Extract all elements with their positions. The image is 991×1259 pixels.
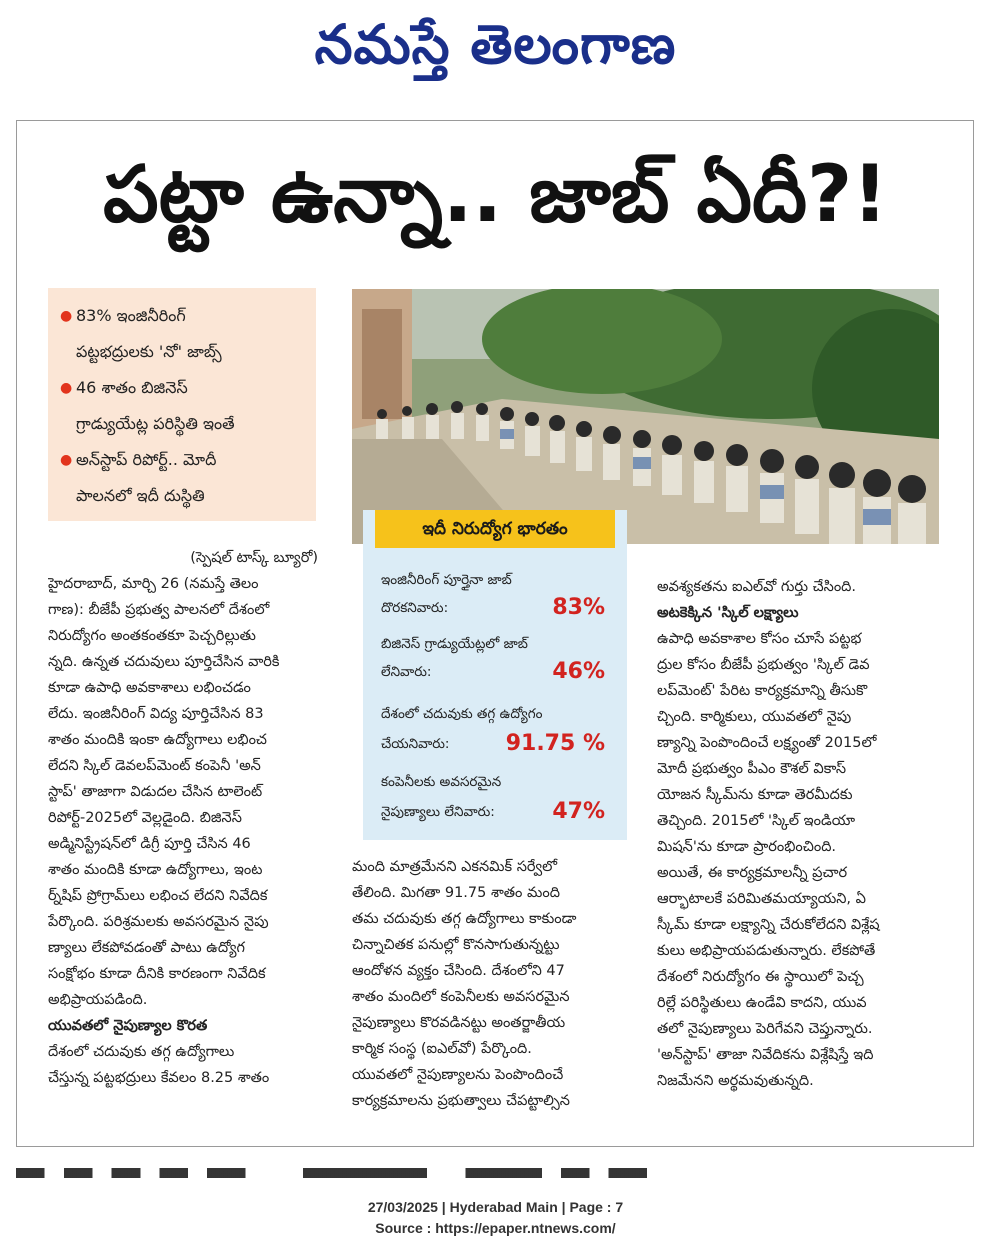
- body-line: మిషన్'ను కూడా ప్రారంభించింది.: [657, 839, 837, 855]
- stat-box-heading: ఇదీ నిరుద్యోగ భారతం: [375, 510, 615, 548]
- body-line: సంక్షోభం కూడా దీనికి కారణంగా నివేదిక: [48, 966, 266, 982]
- body-line: రిల్లే పరిస్థితులు ఉండేవి కాదని, యువ: [657, 995, 867, 1011]
- stat-label: చేయనివారు:: [381, 736, 450, 752]
- body-line: రిపోర్ట్-2025లో వెల్లడైంది. బిజినెస్: [48, 810, 242, 826]
- body-line: అవశ్యకతను ఐఎల్‌వో గుర్తు చేసింది.: [657, 579, 857, 595]
- body-line: నైపుణ్యాలు కొరవడినట్టు అంతర్జాతీయ: [352, 1015, 566, 1031]
- body-line: కులు అభిప్రాయపడుతున్నారు. లేకపోతే: [657, 943, 876, 959]
- body-line: చిన్నాచితక పనుల్లో కొనసాగుతున్నట్టు: [352, 937, 560, 953]
- stat-box: [363, 510, 627, 840]
- body-line: పేర్కొంది. పరిశ్రమలకు అవసరమైన నైపు: [48, 914, 269, 930]
- page-footer: [0, 1197, 991, 1239]
- body-line: అభిప్రాయపడింది.: [48, 992, 148, 1008]
- body-line: మంది మాత్రమేనని ఎకనమిక్ సర్వేలో: [352, 859, 558, 875]
- body-line: ర్న్‌షిప్ ప్రోగ్రామ్‌లు లభించ లేదని నివేదిక: [48, 888, 268, 904]
- body-line: యువతలో నైపుణ్యాలను పెంపొందించే: [352, 1067, 564, 1083]
- body-line: లేదు. ఇంజినీరింగ్ విద్య పూర్తిచేసిన 83: [48, 706, 264, 722]
- bullet-dot-icon: ●: [60, 380, 73, 396]
- highlight-line: పట్టభద్రులకు 'నో' జాబ్స్: [76, 342, 222, 361]
- body-line: తేలింది. మిగతా 91.75 శాతం మంది: [352, 885, 560, 901]
- body-line: శాతం మందికి కూడా ఉద్యోగాలు, ఇంట: [48, 862, 263, 878]
- body-line: దేశంలో చదువుకు తగ్గ ఉద్యోగాలు: [48, 1044, 235, 1060]
- body-line: ఉపాధి అవకాశాల కోసం చూసే పట్టభ: [657, 631, 862, 647]
- body-line: తెచ్చింది. 2015లో 'స్కిల్ ఇండియా: [657, 813, 856, 829]
- body-line: కార్మిక సంస్థ (ఐఎల్‌వో) పేర్కొంది.: [352, 1041, 532, 1057]
- masthead-logo: నమస్తే తెలంగాణ: [314, 13, 677, 76]
- body-line: శాతం మందిలో కంపెనీలకు అవసరమైన: [352, 989, 570, 1005]
- stat-label: లేనివారు:: [381, 664, 432, 680]
- job-queue-photo: [352, 289, 939, 544]
- body-line: స్టాప్' తాజాగా విడుదల చేసిన టాలెంట్: [48, 784, 263, 800]
- article-column-3: [657, 574, 947, 1094]
- stat-label: ఇంజినీరింగ్ పూర్తైనా జాబ్: [381, 572, 512, 588]
- body-line: 'అన్‌స్టాప్' తాజా నివేదికను విశ్లేషిస్తే ఇది: [657, 1047, 874, 1063]
- body-line: చ్చింది. కార్మికులు, యువతలో నైపు: [657, 709, 852, 725]
- body-line: చేస్తున్న పట్టభద్రులు కేవలం 8.25 శాతం: [48, 1070, 270, 1086]
- article-column-1: [48, 571, 354, 1091]
- section-subheading: అటకెక్కిన 'స్కిల్ లక్ష్యాలు: [657, 605, 799, 621]
- highlight-line: గ్రాడ్యుయేట్ల పరిస్థితి ఇంతే: [76, 414, 235, 433]
- body-line: ఆందోళన వ్యక్తం చేసింది. దేశంలోని 47: [352, 963, 565, 979]
- highlight-line: పాలనలో ఇదీ దుస్థితి: [76, 486, 205, 505]
- bullet-dot-icon: ●: [60, 308, 73, 324]
- body-line: ఆర్భాటాలకే పరిమితమయ్యాయని, ఏ: [657, 891, 866, 907]
- body-line: లేదని స్కిల్ డెవలప్‌మెంట్ కంపెనీ 'అన్: [48, 758, 261, 774]
- body-line: కూడా ఉపాధి అవకాశాలు లభించడం: [48, 680, 251, 696]
- footer-edition-line: 27/03/2025 | Hyderabad Main | Page : 7: [367, 1199, 624, 1215]
- highlight-line: అన్‌స్టాప్ రిపోర్ట్.. మోదీ: [76, 450, 217, 469]
- body-line: లప్‌మెంట్' పేరిట కార్యక్రమాన్ని తీసుకొ: [657, 683, 868, 699]
- body-line: మోదీ ప్రభుత్వం పీఎం కౌశల్ వికాస్: [657, 761, 847, 777]
- stat-value: 47%: [552, 799, 605, 824]
- body-line: అడ్మినిస్ట్రేషన్‌లో డిగ్రీ పూర్తి చేసిన 46: [48, 836, 251, 852]
- stat-value: 91.75 %: [505, 731, 605, 756]
- body-line: న్నది. ఉన్నత చదువులు పూర్తిచేసిన వారికి: [48, 654, 280, 670]
- body-line: స్కీమ్ కూడా లక్ష్యాన్ని చేరుకోలేదని విశ్లేష: [657, 917, 880, 933]
- highlight-line: 46 శాతం బిజినెస్: [76, 378, 188, 397]
- stat-label: బిజినెస్ గ్రాడ్యుయేట్లలో జాబ్: [381, 636, 528, 652]
- highlights-box: [48, 288, 316, 521]
- stat-label: నైపుణ్యాలు లేనివారు:: [381, 804, 495, 820]
- body-line: కార్యక్రమాలను ప్రభుత్వాలు చేపట్టాల్సిన: [352, 1093, 570, 1109]
- body-line: ణ్యాన్ని పెంపొందించే లక్ష్యంతో 2015లో: [657, 735, 877, 751]
- stat-label: దొరకనివారు:: [381, 600, 449, 616]
- body-line: గాణ): బీజేపీ ప్రభుత్వ పాలనలో దేశంలో: [48, 602, 270, 618]
- article-column-2: [352, 854, 642, 1114]
- body-line: ద్రుల కోసం బీజేపీ ప్రభుత్వం 'స్కిల్ డెవ: [657, 657, 870, 673]
- body-line: శాతం మందికి ఇంకా ఉద్యోగాలు లభించ: [48, 732, 267, 748]
- next-article-cut-edge: [16, 1168, 972, 1180]
- highlight-item: [58, 442, 308, 514]
- body-line: తలో నైపుణ్యాలు పెరిగేవని చెప్తున్నారు.: [657, 1021, 873, 1037]
- body-line: దేశంలో నిరుద్యోగం ఈ స్థాయిలో పెచ్చ: [657, 969, 864, 985]
- stat-value: 83%: [552, 595, 605, 620]
- article-headline: పట్టా ఉన్నా.. జాబ్ ఏదీ?!: [103, 150, 888, 240]
- highlight-line: 83% ఇంజినీరింగ్: [76, 306, 186, 325]
- stat-label: కంపెనీలకు అవసరమైన: [381, 774, 502, 790]
- body-line: ణ్యాలు లేకపోవడంతో పాటు ఉద్యోగ: [48, 940, 245, 956]
- body-line: హైదరాబాద్, మార్చి 26 (నమస్తే తెలం: [48, 576, 259, 592]
- highlight-item: [58, 298, 308, 370]
- body-line: తమ చదువుకు తగ్గ ఉద్యోగాలు కాకుండా: [352, 911, 577, 927]
- stat-label: దేశంలో చదువుకు తగ్గ ఉద్యోగం: [381, 706, 543, 722]
- stat-value: 46%: [552, 659, 605, 684]
- section-subheading: యువతలో నైపుణ్యాల కొరత: [48, 1018, 208, 1034]
- bullet-dot-icon: ●: [60, 452, 73, 468]
- footer-source-line: Source : https://epaper.ntnews.com/: [375, 1220, 616, 1236]
- body-line: అయితే, ఈ కార్యక్రమాలన్నీ ప్రచార: [657, 865, 848, 881]
- body-line: యోజన స్కీమ్‌ను కూడా తెరమీదకు: [657, 787, 853, 803]
- body-line: నిజమేనని అర్థమవుతున్నది.: [657, 1073, 814, 1089]
- body-line: నిరుద్యోగం అంతకంతకూ పెచ్చరిల్లుతు: [48, 628, 256, 644]
- crowd-photo-illustration: [352, 289, 939, 544]
- highlight-item: [58, 370, 308, 442]
- byline: (స్పెషల్ టాస్క్ బ్యూరో): [190, 550, 318, 566]
